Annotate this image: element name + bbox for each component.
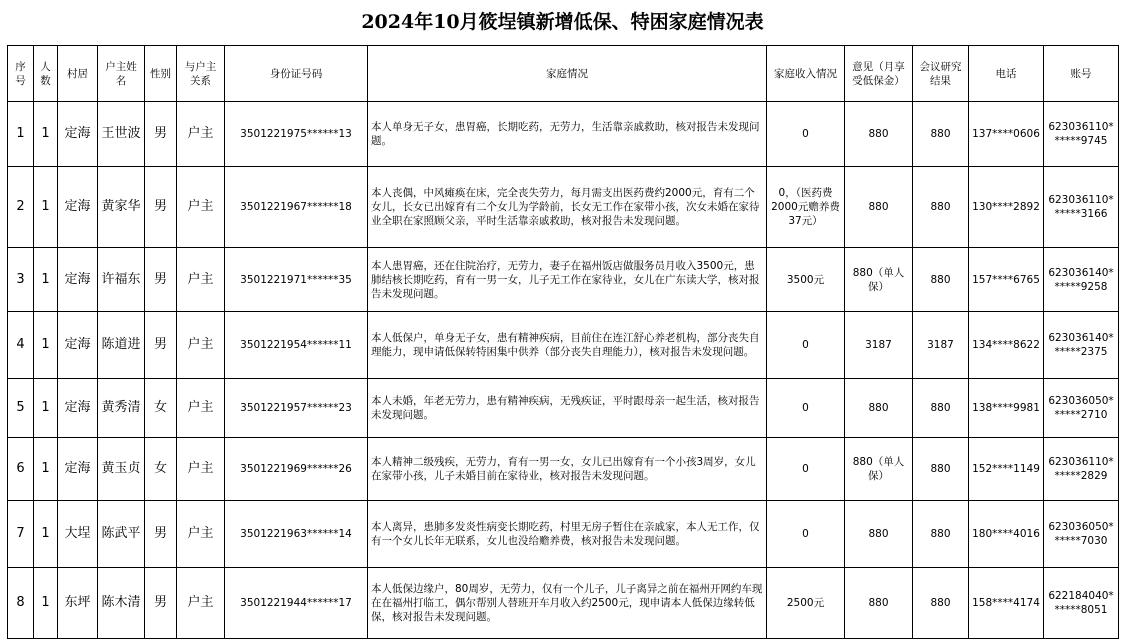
phone-cell: 137****0606 xyxy=(969,102,1044,167)
count-cell: 1 xyxy=(34,501,58,568)
id-cell: 3501221975******13 xyxy=(225,102,368,167)
phone-cell: 152****1149 xyxy=(969,438,1044,501)
count-cell: 1 xyxy=(34,438,58,501)
situation-cell: 本人低保边缘户，80周岁，无劳力，仅有一个儿子，儿子离异之前在福州开网约车现在在福州打临工，偶尔帮别人替班开车月收入约2500元，现申请本人低保边缘转低保，核对报告未发现问题。 xyxy=(368,568,767,639)
income-cell: 0，（医药费2000元赡养费37元） xyxy=(767,167,845,248)
meeting-cell: 880 xyxy=(913,167,969,248)
header-count: 人数 xyxy=(34,46,58,102)
situation-cell: 本人低保户，单身无子女，患有精神疾病，目前住在连江舒心养老机构，部分丧失自理能力，现申请低保转特困集中供养（部分丧失自理能力），核对报告未发现问题。 xyxy=(368,312,767,379)
relation-cell: 户主 xyxy=(177,167,225,248)
opinion-cell: 880 xyxy=(845,102,913,167)
header-row xyxy=(8,46,1119,102)
opinion-cell: 880（单人保） xyxy=(845,438,913,501)
id-cell: 3501221967******18 xyxy=(225,167,368,248)
opinion-cell: 880 xyxy=(845,167,913,248)
account-cell: 622184040******8051 xyxy=(1044,568,1119,639)
count-cell: 1 xyxy=(34,248,58,312)
count-cell: 1 xyxy=(34,102,58,167)
phone-cell: 134****8622 xyxy=(969,312,1044,379)
name-cell: 陈道进 xyxy=(98,312,145,379)
relation-cell: 户主 xyxy=(177,379,225,438)
village-cell: 东坪 xyxy=(58,568,98,639)
meeting-cell: 880 xyxy=(913,568,969,639)
phone-cell: 157****6765 xyxy=(969,248,1044,312)
opinion-cell: 880（单人保） xyxy=(845,248,913,312)
income-cell: 0 xyxy=(767,501,845,568)
header-seq: 序号 xyxy=(8,46,34,102)
table-row xyxy=(8,438,1119,501)
name-cell: 黄家华 xyxy=(98,167,145,248)
name-cell: 王世波 xyxy=(98,102,145,167)
header-meeting: 会议研究结果 xyxy=(913,46,969,102)
name-cell: 陈木清 xyxy=(98,568,145,639)
gender-cell: 男 xyxy=(145,312,177,379)
income-cell: 0 xyxy=(767,438,845,501)
id-cell: 3501221969******26 xyxy=(225,438,368,501)
gender-cell: 男 xyxy=(145,102,177,167)
meeting-cell: 3187 xyxy=(913,312,969,379)
name-cell: 许福东 xyxy=(98,248,145,312)
opinion-cell: 880 xyxy=(845,501,913,568)
table-row xyxy=(8,102,1119,167)
situation-cell: 本人未婚，年老无劳力，患有精神疾病，无残疾证，平时跟母亲一起生活，核对报告未发现问题。 xyxy=(368,379,767,438)
seq-cell: 4 xyxy=(8,312,34,379)
table-row xyxy=(8,501,1119,568)
id-cell: 3501221954******11 xyxy=(225,312,368,379)
situation-cell: 本人患胃癌，还在住院治疗，无劳力，妻子在福州饭店做服务员月收入3500元，患肺结核长期吃药，育有一男一女，儿子无工作在家待业，女儿在广东读大学，核对报告未发现问题。 xyxy=(368,248,767,312)
relation-cell: 户主 xyxy=(177,568,225,639)
header-opinion: 意见（月享受低保金） xyxy=(845,46,913,102)
meeting-cell: 880 xyxy=(913,438,969,501)
header-gender: 性别 xyxy=(145,46,177,102)
count-cell: 1 xyxy=(34,167,58,248)
name-cell: 陈武平 xyxy=(98,501,145,568)
account-cell: 623036110******3166 xyxy=(1044,167,1119,248)
income-cell: 0 xyxy=(767,379,845,438)
situation-cell: 本人丧偶，中风瘫痪在床，完全丧失劳力，每月需支出医药费约2000元，育有二个女儿，长女已出嫁育有二个女儿为学龄前，长女无工作在家带小孩，次女未婚在家待业全职在家照顾父亲，平时生活靠亲戚救助，核对报告未发现问题。 xyxy=(368,167,767,248)
village-cell: 大埕 xyxy=(58,501,98,568)
gender-cell: 女 xyxy=(145,438,177,501)
relation-cell: 户主 xyxy=(177,312,225,379)
account-cell: 623036050******2710 xyxy=(1044,379,1119,438)
situation-cell: 本人离异，患肺多发炎性病变长期吃药，村里无房子暂住在亲戚家，本人无工作，仅有一个女儿长年无联系，女儿也没给赡养费，核对报告未发现问题。 xyxy=(368,501,767,568)
relation-cell: 户主 xyxy=(177,501,225,568)
count-cell: 1 xyxy=(34,568,58,639)
village-cell: 定海 xyxy=(58,312,98,379)
header-name: 户主姓名 xyxy=(98,46,145,102)
header-id: 身份证号码 xyxy=(225,46,368,102)
seq-cell: 5 xyxy=(8,379,34,438)
meeting-cell: 880 xyxy=(913,248,969,312)
gender-cell: 男 xyxy=(145,568,177,639)
income-cell: 2500元 xyxy=(767,568,845,639)
seq-cell: 7 xyxy=(8,501,34,568)
account-cell: 623036140******9258 xyxy=(1044,248,1119,312)
count-cell: 1 xyxy=(34,312,58,379)
phone-cell: 130****2892 xyxy=(969,167,1044,248)
meeting-cell: 880 xyxy=(913,102,969,167)
income-cell: 0 xyxy=(767,312,845,379)
page-title: 2024年10月筱埕镇新增低保、特困家庭情况表 xyxy=(361,11,764,33)
id-cell: 3501221963******14 xyxy=(225,501,368,568)
account-cell: 623036050******7030 xyxy=(1044,501,1119,568)
header-income: 家庭收入情况 xyxy=(767,46,845,102)
meeting-cell: 880 xyxy=(913,501,969,568)
id-cell: 3501221944******17 xyxy=(225,568,368,639)
income-cell: 3500元 xyxy=(767,248,845,312)
village-cell: 定海 xyxy=(58,167,98,248)
phone-cell: 158****4174 xyxy=(969,568,1044,639)
situation-cell: 本人精神二级残疾，无劳力，育有一男一女，女儿已出嫁育有一个小孩3周岁，女儿在家带小孩，儿子未婚目前在家待业，核对报告未发现问题。 xyxy=(368,438,767,501)
id-cell: 3501221957******23 xyxy=(225,379,368,438)
village-cell: 定海 xyxy=(58,379,98,438)
relation-cell: 户主 xyxy=(177,102,225,167)
gender-cell: 女 xyxy=(145,379,177,438)
meeting-cell: 880 xyxy=(913,379,969,438)
account-cell: 623036110******2829 xyxy=(1044,438,1119,501)
header-phone: 电话 xyxy=(969,46,1044,102)
name-cell: 黄秀清 xyxy=(98,379,145,438)
table-row xyxy=(8,248,1119,312)
opinion-cell: 880 xyxy=(845,379,913,438)
seq-cell: 8 xyxy=(8,568,34,639)
seq-cell: 2 xyxy=(8,167,34,248)
account-cell: 623036110******9745 xyxy=(1044,102,1119,167)
opinion-cell: 3187 xyxy=(845,312,913,379)
table-row xyxy=(8,312,1119,379)
gender-cell: 男 xyxy=(145,167,177,248)
seq-cell: 3 xyxy=(8,248,34,312)
opinion-cell: 880 xyxy=(845,568,913,639)
table-row xyxy=(8,568,1119,639)
village-cell: 定海 xyxy=(58,248,98,312)
header-account: 账号 xyxy=(1044,46,1119,102)
account-cell: 623036140******2375 xyxy=(1044,312,1119,379)
relation-cell: 户主 xyxy=(177,248,225,312)
phone-cell: 138****9981 xyxy=(969,379,1044,438)
relation-cell: 户主 xyxy=(177,438,225,501)
id-cell: 3501221971******35 xyxy=(225,248,368,312)
header-situation: 家庭情况 xyxy=(368,46,767,102)
header-village: 村居 xyxy=(58,46,98,102)
phone-cell: 180****4016 xyxy=(969,501,1044,568)
village-cell: 定海 xyxy=(58,102,98,167)
table-body xyxy=(8,102,1119,639)
gender-cell: 男 xyxy=(145,248,177,312)
seq-cell: 6 xyxy=(8,438,34,501)
name-cell: 黄玉贞 xyxy=(98,438,145,501)
village-cell: 定海 xyxy=(58,438,98,501)
situation-cell: 本人单身无子女，患胃癌，长期吃药，无劳力，生活靠亲戚救助，核对报告未发现问题。 xyxy=(368,102,767,167)
family-table xyxy=(7,45,1119,639)
table-row xyxy=(8,167,1119,248)
table-row xyxy=(8,379,1119,438)
seq-cell: 1 xyxy=(8,102,34,167)
count-cell: 1 xyxy=(34,379,58,438)
gender-cell: 男 xyxy=(145,501,177,568)
income-cell: 0 xyxy=(767,102,845,167)
header-relation: 与户主关系 xyxy=(177,46,225,102)
